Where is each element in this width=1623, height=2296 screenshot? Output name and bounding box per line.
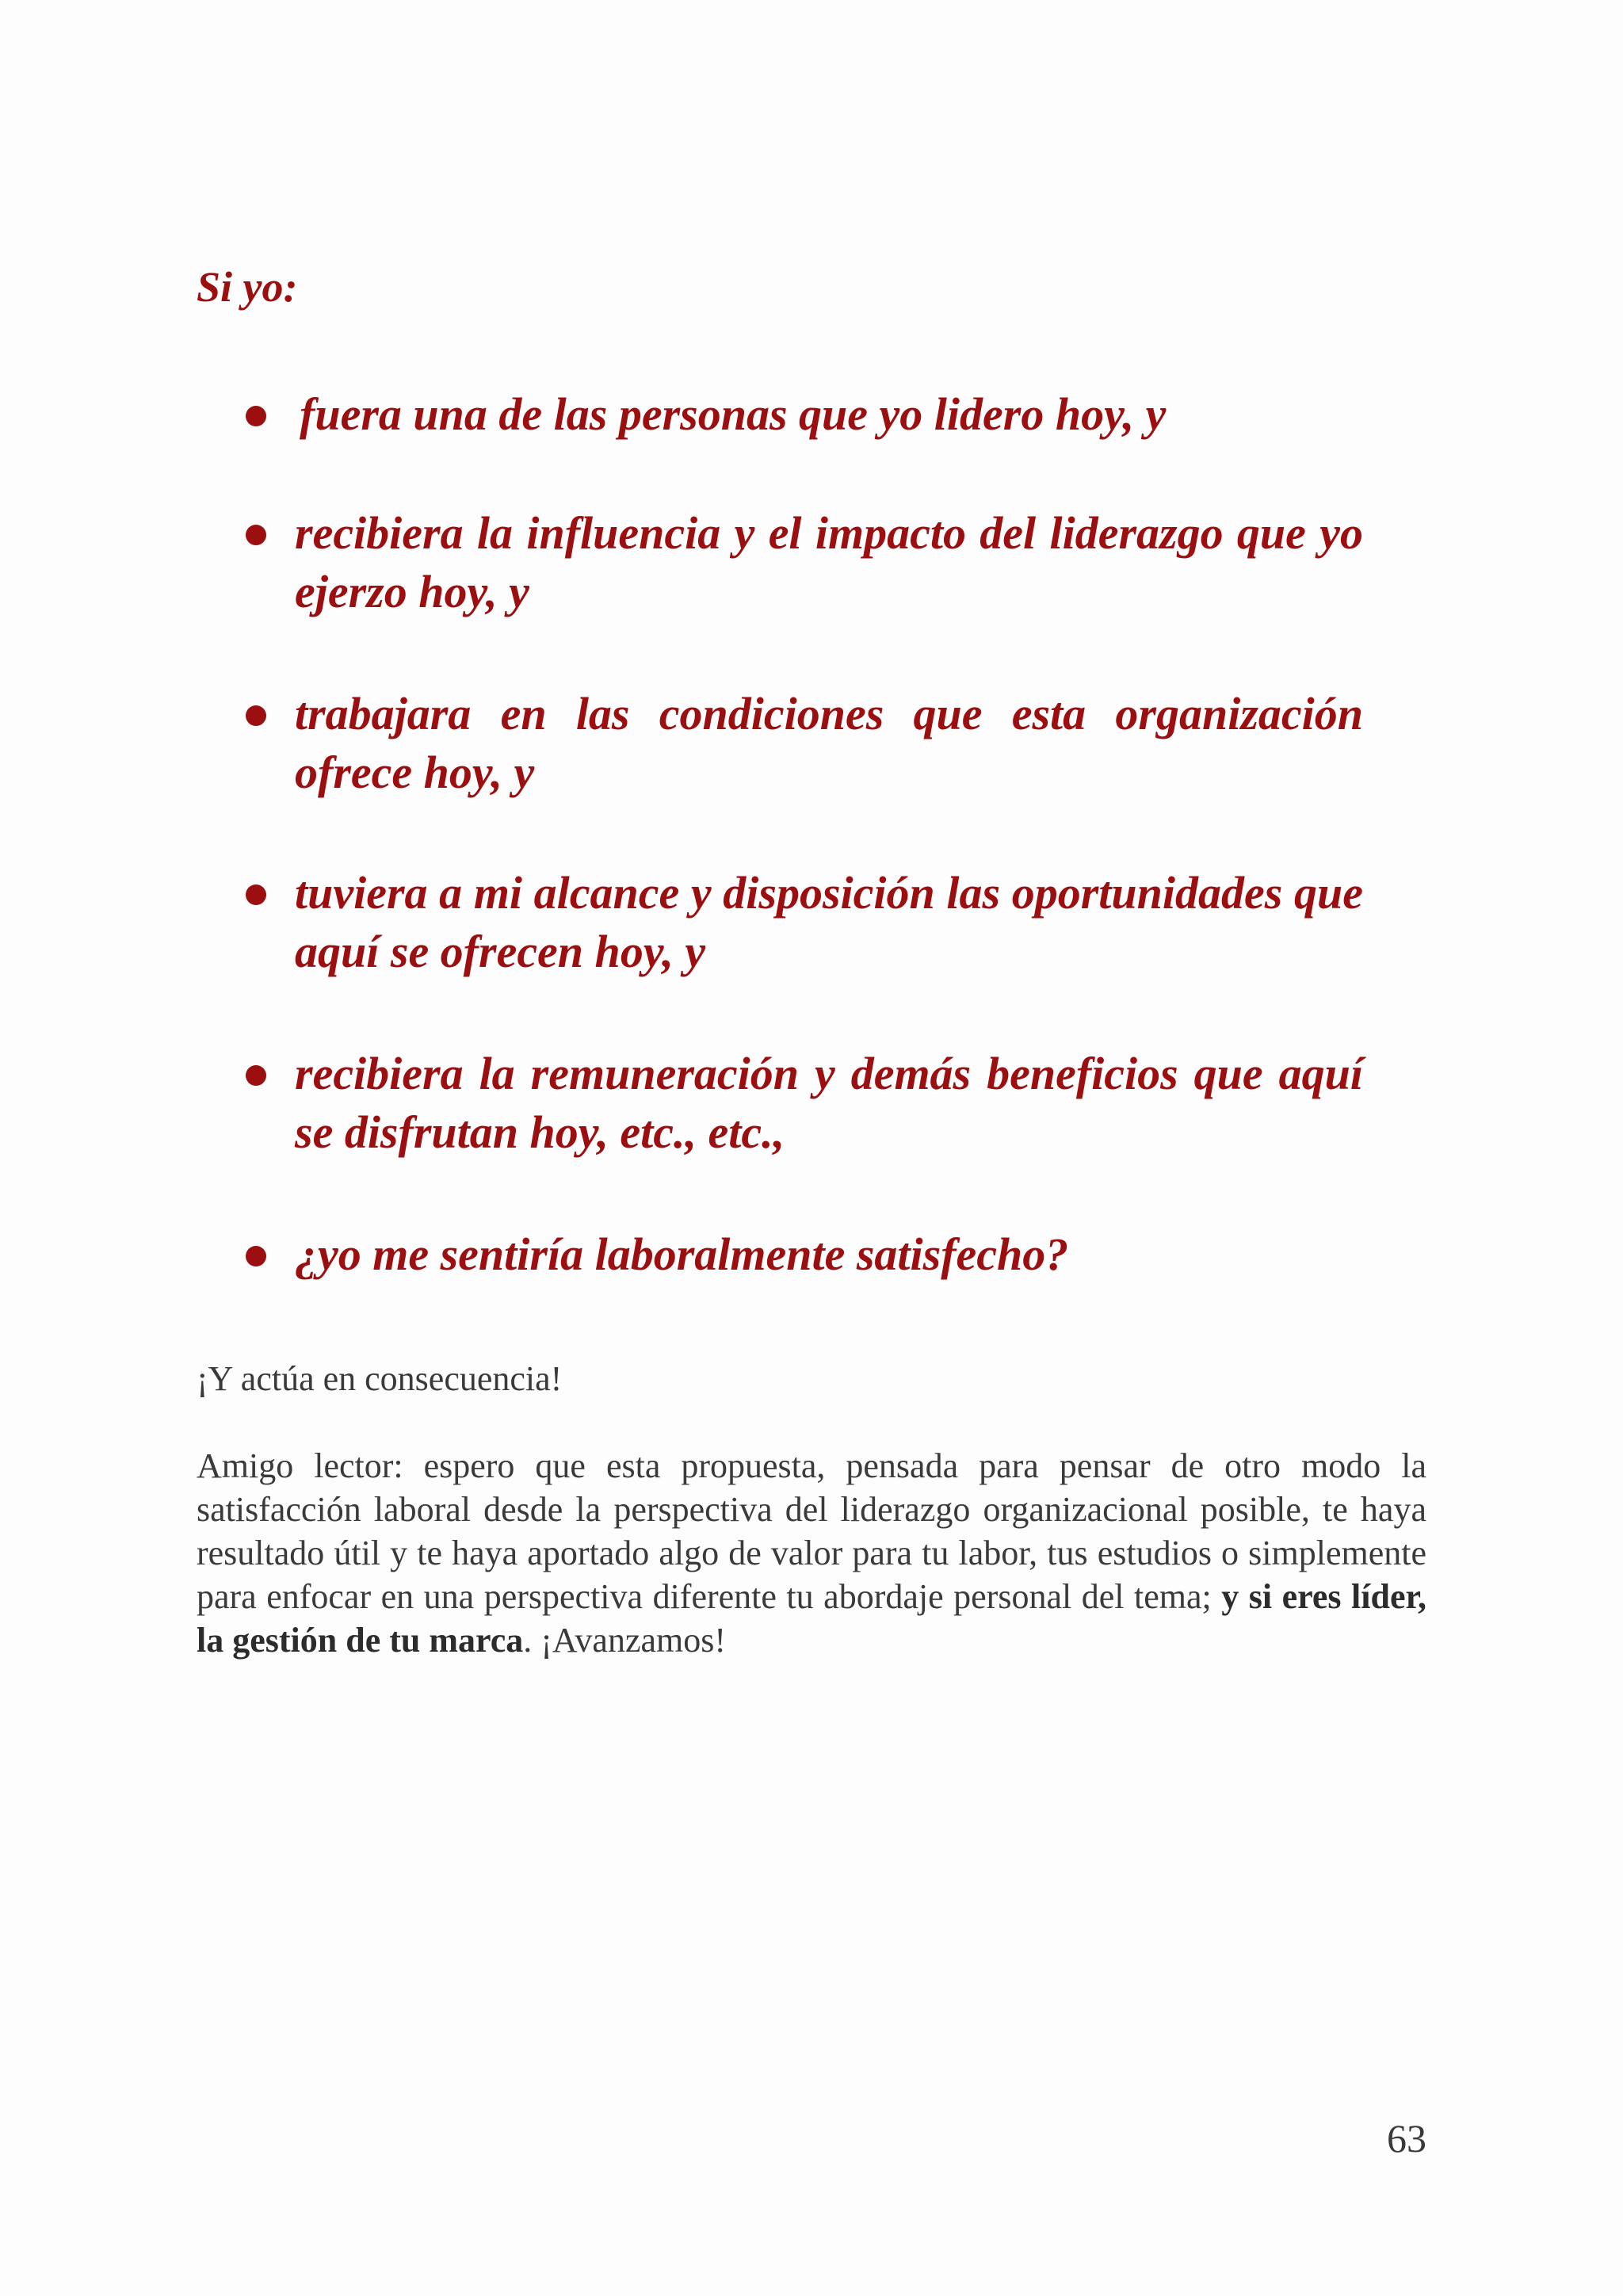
bullet-icon [246, 525, 266, 545]
list-item-text: tuviera a mi alcance y disposición las oportunidades que aquí se ofrecen hoy, y [295, 867, 1363, 977]
list-item [238, 1225, 1363, 1284]
page-number: 63 [1387, 2116, 1426, 2160]
closing-paragraph [197, 1444, 1426, 1662]
list-item [238, 685, 1363, 802]
bullet-icon [246, 1246, 266, 1266]
bullet-icon [246, 1065, 266, 1086]
list-item [238, 504, 1363, 621]
list-item [238, 385, 1363, 444]
bullet-icon [246, 406, 266, 426]
closing-paragraph-emphasis: y si eres líder, la gestión de tu marca [197, 1577, 1426, 1660]
list-item [238, 864, 1363, 981]
list-item-text: fuera una de las personas que yo lidero hoy, y [300, 388, 1167, 440]
list-item-text: recibiera la remuneración y demás beneficios que aquí se disfrutan hoy, etc., etc., [295, 1048, 1363, 1158]
list-item-text: recibiera la influencia y el impacto del liderazgo que yo ejerzo hoy, y [295, 507, 1363, 617]
closing-paragraph-outro: . ¡Avanzamos! [523, 1621, 727, 1660]
bullet-icon [246, 705, 266, 726]
list-item [238, 1045, 1363, 1162]
section-heading: Si yo: [197, 263, 298, 311]
closing-paragraph-intro: Amigo lector: espero que esta propuesta, pensada para pensar de otro modo la satisfacción laboral desde la perspectiva del liderazgo organizacional posible, te haya resultado útil y te haya aportado algo de valor para tu labor, tus estudios o simplemente para enfocar en una perspectiva diferente tu abordaje personal del tema; [197, 1446, 1426, 1616]
bullet-icon [246, 884, 266, 905]
list-item-text: ¿yo me sentiría laboralmente satisfecho? [295, 1228, 1069, 1280]
list-item-text: trabajara en las condiciones que esta organización ofrece hoy, y [295, 688, 1363, 798]
call-to-action-paragraph: ¡Y actúa en consecuencia! [197, 1359, 563, 1398]
